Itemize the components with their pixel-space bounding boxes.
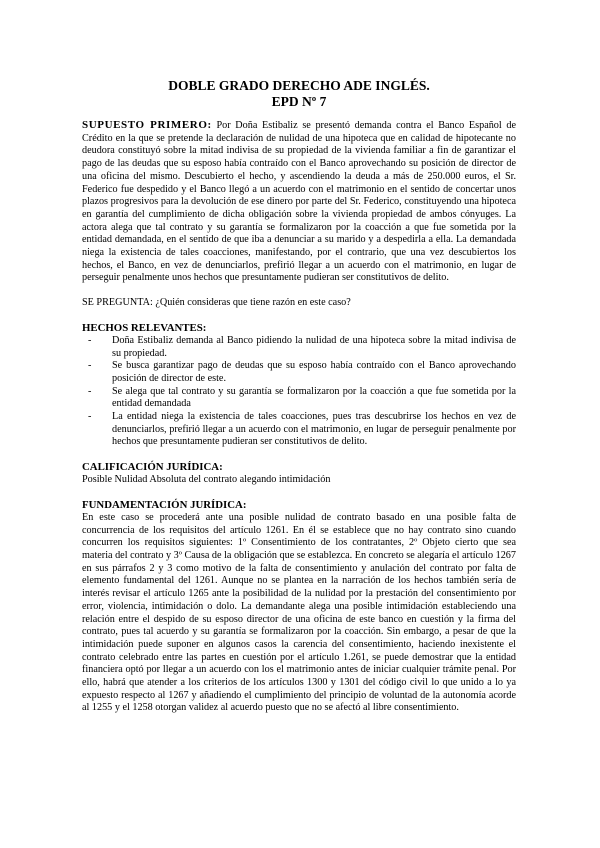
- list-item: - Doña Estibaliz demanda al Banco pidiendo la nulidad de una hipoteca sobre la mitad indivisa de su propiedad.: [112, 335, 516, 360]
- supuesto-text: Por Doña Estibaliz se presentó demanda contra el Banco Español de Crédito en la que se pretende la declaración de nulidad de una hipoteca que en calidad de hipotecante no deudora constituyó sobre la mitad indivisa de su propiedad de la vivienda familiar a fin de garantizar el pago de las deudas que su esposo había contraído con el Banco aprovechando su posición de director de una oficina del mismo. Descubierto el hecho, y ascendiendo la deuda a más de 250.000 euros, el Sr. Federico fue despedido y el Banco llegó a un acuerdo con el matrimonio en el sentido de concertar unos plazos progresivos para la devolución de ese dinero por parte del Sr. Federico, constituyendo una hipoteca en garantía del cumplimiento de dicha obligación sobre la vivienda propiedad de ambos cónyuges. La actora alega que tal contrato y su garantía se formalizaron por la coacción a que fue sometida por la entidad demandada, en el sentido de que iba a denunciar a su marido y a despedirla a ella. La demandada niega la existencia de tales coacciones, manifestando, por el contrario, que una vez descubiertos los hechos, el Banco, en vez de denunciarlos, prefirió llegar a un acuerdo con el matrimonio, en lugar de perseguir penalmente unos hechos que presuntamente pudieran ser constitutivos de delito.: [82, 120, 517, 284]
- fundamentacion-text: En este caso se procederá ante una posible nulidad de contrato basado en una posible falta de concurrencia de los requisitos del artículo 1261. En él se establece que no hay contrato sino cuando concurren los requisitos siguientes: 1º Consentimiento de los contratantes, 2º Objeto cierto que sea materia del contrato y 3º Causa de la obligación que se establezca. En concreto se alegaría el artículo 1267 en sus párrafos 2 y 3 como motivo de la falta de consentimiento y anulación del contrato por falta de elemento fundamental del 1261. Aunque no se plantea en la narración de los hechos también sería de interés revisar el artículo 1265 ante la posibilidad de la nulidad por la prestación del consentimiento por error, violencia, intimidación o dolo. La demandante alega una posible intimidación estableciendo una relación entre el despido de su esposo director de una oficina de este banco en cuestión y la firma del contrato, pues tal acuerdo y su garantía se formalizaron por la coacción. Sin embargo, a pesar de que la intimidación puede suponer en algunos casos la carencia del consentimiento, haciendo inexistente el contrato celebrado entre las partes en cuestión por el artículo 1.261, se puede demostrar que la entidad financiera optó por llegar a un acuerdo con los el matrimonio antes de iniciar cualquier trámite penal. Por ello, habrá que atender a los criterios de los artículos 1300 y 1301 del código civil lo que unido a lo ya expuesto respecto al 1267 y añadiendo el cumplimiento del principio de voluntad de la autonomía acorde al 1255 y el 1258 otorgan validez al acuerdo puesto que no se afectó al libre consentimiento.: [82, 511, 516, 714]
- fundamentacion-title: FUNDAMENTACIÓN JURÍDICA:: [82, 498, 247, 511]
- document-title-line2: EPD Nº 7: [271, 94, 327, 109]
- list-item: - La entidad niega la existencia de tales coacciones, pues tras descubrirse los hechos en vez de denunciarlos, prefirió llegar a un acuerdo con el matrimonio, en lugar de perseguir penalmente por hechos que presuntamente pudieran ser constitutivos de delito.: [112, 411, 516, 449]
- list-item: - Se alega que tal contrato y su garantía se formalizaron por la coacción a que fue sometida por la entidad demandada: [112, 386, 516, 411]
- list-item: - Se busca garantizar pago de deudas que su esposo había contraído con el Banco aprovechando posición de director de este.: [112, 360, 516, 385]
- hechos-list: [82, 335, 516, 449]
- document-page: [82, 78, 516, 715]
- question-text: SE PREGUNTA: ¿Quién consideras que tiene razón en este caso?: [82, 297, 351, 309]
- calificacion-text: Posible Nulidad Absoluta del contrato alegando intimidación: [82, 474, 331, 486]
- calificacion-title: CALIFICACIÓN JURÍDICA:: [82, 461, 223, 474]
- supuesto-paragraph: [82, 119, 516, 285]
- supuesto-label: SUPUESTO PRIMERO:: [82, 119, 212, 131]
- document-title-line1: DOBLE GRADO DERECHO ADE INGLÉS.: [168, 78, 430, 93]
- hechos-title: HECHOS RELEVANTES:: [82, 321, 207, 334]
